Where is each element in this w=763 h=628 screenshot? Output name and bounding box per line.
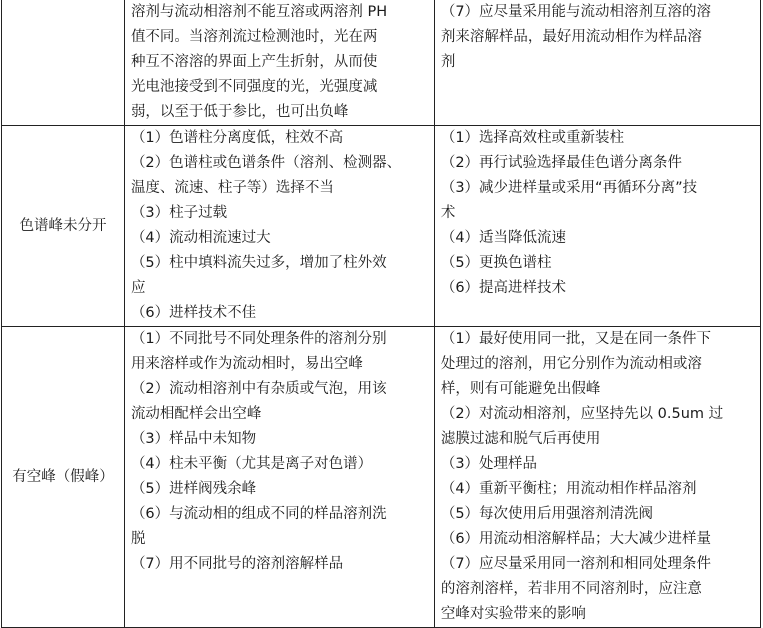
solution-line: （7）应尽量采用能与流动相溶剂互溶的溶 xyxy=(440,4,712,20)
solution-line: 滤膜过滤和脱气后再使用 xyxy=(440,431,601,447)
cause-line: （5）进样阀残余峰 xyxy=(130,481,257,497)
cause-line: 溶剂与流动相溶剂不能互溶或两溶剂 PH xyxy=(130,4,388,20)
cause-line: （4）柱未平衡（尤其是离子对色谱） xyxy=(130,456,373,472)
solution-line: （3）减少进样量或采用“再循环分离”技 xyxy=(440,180,698,196)
solution-line: （2）对流动相溶剂，应坚持先以 0.5um 过 xyxy=(440,406,724,422)
cause-cell xyxy=(124,126,434,327)
cause-line: 脱 xyxy=(130,531,146,547)
cause-line: （6）与流动相的组成不同的样品溶剂洗 xyxy=(130,506,387,522)
solution-line: （4）重新平衡柱；用流动相作样品溶剂 xyxy=(440,481,697,497)
cause-line: （3）柱子过载 xyxy=(130,205,228,221)
cause-line: 值不同。当溶剂流过检测池时，光在两 xyxy=(130,29,378,45)
problem-cell: 色谱峰未分开 xyxy=(2,126,125,327)
solution-line: （4）适当降低流速 xyxy=(440,230,567,246)
solution-line: 空峰对实验带来的影响 xyxy=(440,606,586,622)
solution-line: 样，则有可能避免出假峰 xyxy=(440,381,601,397)
cause-cell xyxy=(124,0,434,126)
solution-line: 剂来溶解样品，最好用流动相作为样品溶 xyxy=(440,29,702,45)
solution-line: （2）再行试验选择最佳色谱分离条件 xyxy=(440,155,683,171)
cause-line: （2）色谱柱或色谱条件（溶剂、检测器、 xyxy=(130,155,402,171)
cause-line: 光电池接受到不同强度的光，光强度减 xyxy=(130,79,378,95)
troubleshooting-table xyxy=(1,0,761,628)
table-row xyxy=(2,327,761,628)
cause-line: 温度、流速、柱子等）选择不当 xyxy=(130,180,334,196)
cause-line: 流动相配样会出空峰 xyxy=(130,406,262,422)
solution-line: 剂 xyxy=(440,54,456,70)
cause-line: （5）柱中填料流失过多，增加了柱外效 xyxy=(130,255,387,271)
solution-line: （7）应尽量采用同一溶剂和相同处理条件 xyxy=(440,556,712,572)
solution-line: （6）用流动相溶解样品；大大减少进样量 xyxy=(440,531,712,547)
cause-cell xyxy=(124,327,434,628)
solution-line: （5）每次使用后用强溶剂清洗阀 xyxy=(440,506,654,522)
solution-line: 处理过的溶剂，用它分别作为流动相或溶 xyxy=(440,356,702,372)
solution-line: （1）选择高效柱或重新装柱 xyxy=(440,130,625,146)
cause-line: 应 xyxy=(130,280,146,296)
cause-line: 种互不溶溶的界面上产生折射，从而使 xyxy=(130,54,378,70)
solution-line: （3）处理样品 xyxy=(440,456,538,472)
cause-line: 弱，以至于低于参比，也可出负峰 xyxy=(130,104,349,120)
table-row xyxy=(2,0,761,126)
problem-cell xyxy=(2,0,125,126)
solution-line: （1）最好使用同一批，又是在同一条件下 xyxy=(440,331,712,347)
cause-line: （1）不同批号不同处理条件的溶剂分别 xyxy=(130,331,387,347)
cause-line: （1）色谱柱分离度低，柱效不高 xyxy=(130,130,344,146)
solution-line: （6）提高进样技术 xyxy=(440,280,567,296)
problem-cell: 有空峰（假峰） xyxy=(2,327,125,628)
cause-line: （3）样品中未知物 xyxy=(130,431,257,447)
solution-line: 的溶剂溶样，若非用不同溶剂时，应注意 xyxy=(440,581,702,597)
cause-line: 用来溶样或作为流动相时，易出空峰 xyxy=(130,356,363,372)
solution-cell xyxy=(434,0,760,126)
solution-cell xyxy=(434,126,760,327)
solution-line: （5）更换色谱柱 xyxy=(440,255,552,271)
table-row xyxy=(2,126,761,327)
cause-line: （7）用不同批号的溶剂溶解样品 xyxy=(130,556,344,572)
cause-line: （4）流动相流速过大 xyxy=(130,230,271,246)
solution-cell xyxy=(434,327,760,628)
cause-line: （6）进样技术不佳 xyxy=(130,305,257,321)
cause-line: （2）流动相溶剂中有杂质或气泡，用该 xyxy=(130,381,387,397)
solution-line: 术 xyxy=(440,205,456,221)
